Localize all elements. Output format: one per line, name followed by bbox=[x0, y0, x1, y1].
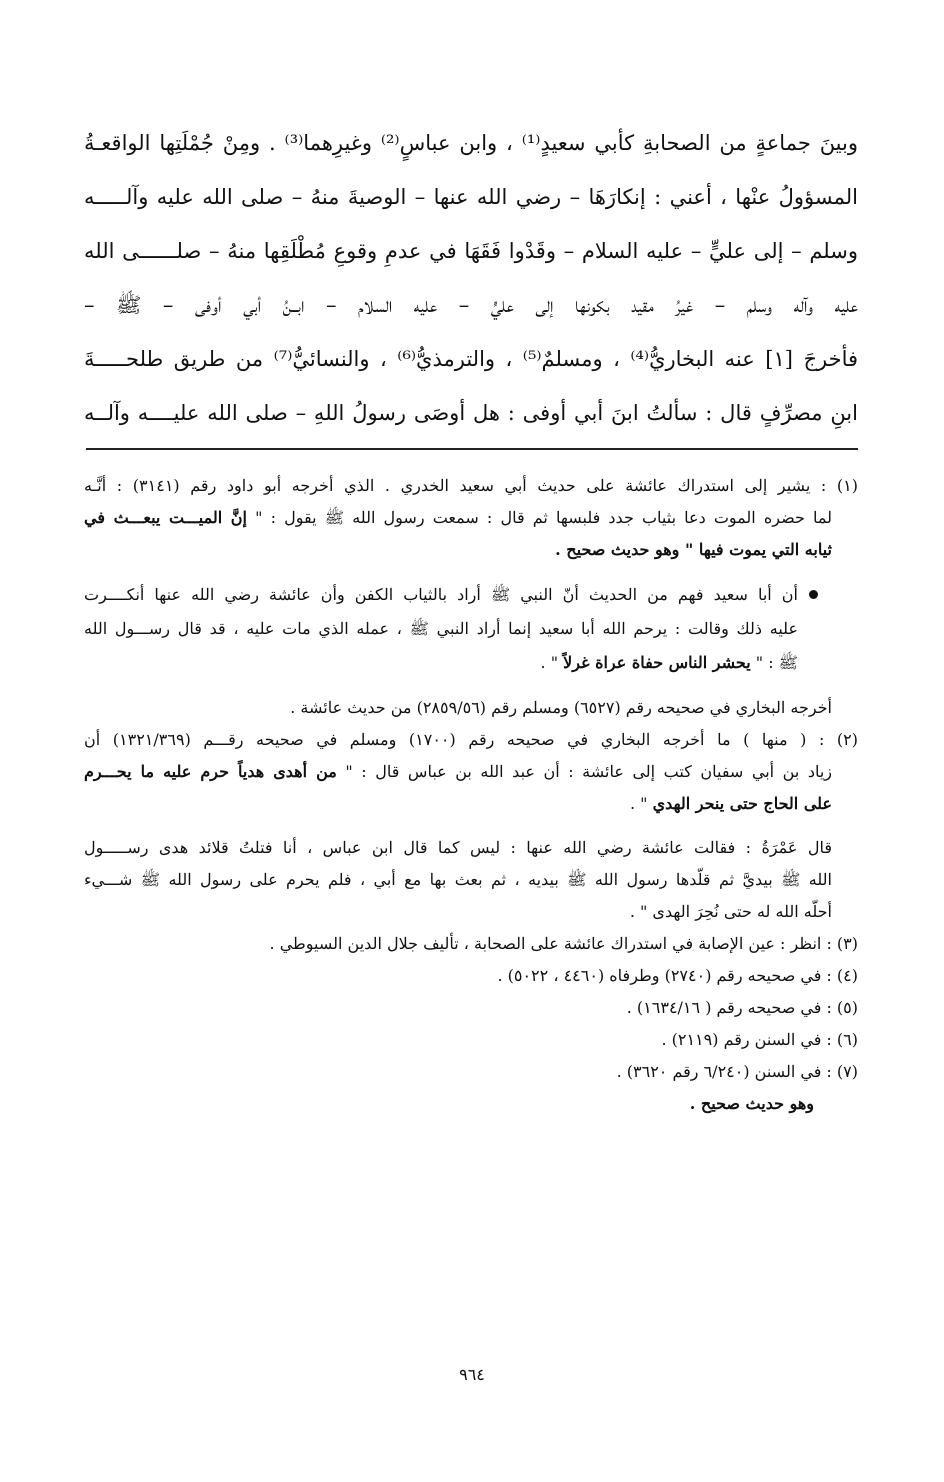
footnote-3: (٣) : انظر : عين الإصابة في استدراك عائشة على الصحابة ، تأليف جلال الدين السيوطي . bbox=[269, 934, 858, 953]
spacer bbox=[84, 680, 858, 692]
footnote-2-line-2-bold: من أهدى هدياً حرم عليه ما يحـــرم bbox=[84, 762, 337, 781]
footnote-2-quote-line-3: أحلّه الله له حتى نُحِرَ الهدى " . bbox=[629, 902, 832, 921]
footnote-2-line-3 bbox=[84, 788, 858, 820]
main-text-line-4: عليه وآله وسلم – غيرُ مقيد بكونها إلى عليٍّ – عليه السلام – ابــنُ أبي أوفى – ﷺ – bbox=[84, 293, 858, 317]
bullet-line-3 bbox=[84, 646, 858, 680]
main-text-line-1: وبينَ جماعةٍ من الصحابةِ كأبي سعيدٍ⁽¹⁾ ، وابن عباسٍ⁽²⁾ وغيرِهما⁽³⁾ . ومِنْ جُمْلَتِها الواقعـةُ bbox=[84, 131, 858, 155]
bullet-line-3-wrap bbox=[84, 646, 832, 680]
main-text-line-3: وسلم – إلى عليٍّ – عليه السلام – وقَدْوا فَقَهَا في عدمِ وقوعِ مُطْلَقِها منهُ – صلــــــى الله bbox=[84, 239, 858, 263]
footnote-2-line-3-end: " . bbox=[629, 794, 653, 813]
page-number: ٩٦٤ bbox=[459, 1365, 485, 1384]
bullet-line-1 bbox=[84, 578, 858, 612]
closing-note: وهو حديث صحيح . bbox=[689, 1094, 814, 1113]
footnote-5: (٥) : في صحيحه رقم ( ١٦٣٤/١٦) . bbox=[626, 998, 858, 1017]
footnote-2-quote-line-2: الله ﷺ بيديَّ ثم قلّدها رسول الله ﷺ بيديه ، ثم بعث بها مع أبي ، فلم يحرم على رسول الله ﷺ شـــيء bbox=[84, 870, 832, 889]
footnote-4: (٤) : في صحيحه رقم (٢٧٤٠) وطرفاه (٤٤٦٠ ، ٥٠٢٢) . bbox=[497, 966, 858, 985]
main-text-line-5: فأخرجَ [١] عنه البخاريُّ⁽⁴⁾ ، ومسلمٌ⁽⁵⁾ ، والترمذيُّ⁽⁶⁾ ، والنسائيُّ⁽⁷⁾ من طريق طلحـــــةَ bbox=[84, 347, 858, 371]
spacer bbox=[84, 566, 858, 578]
footnote-2-quote-line-1: قال عَمْرَةُ : فقالت عائشة رضي الله عنها : ليس كما قال ابن عباس ، أنا فتلتُ قلائد هدى رســـــول bbox=[84, 838, 832, 857]
bullet-line-2 bbox=[84, 612, 858, 646]
footnotes-block bbox=[84, 470, 858, 1120]
footnote-divider bbox=[86, 448, 858, 450]
main-text-line-2: المسؤولُ عنْها ، أعني : إنكارَهَا – رضي الله عنها – الوصيةَ منهُ – صلى الله عليه وآلـــــه bbox=[84, 185, 858, 209]
footnote-1-source: أخرجه البخاري في صحيحه رقم (٦٥٢٧) ومسلم رقم (٢٨٥٩/٥٦) من حديث عائشة . bbox=[290, 698, 832, 717]
footnote-1-line-2 bbox=[84, 502, 858, 534]
main-text-block bbox=[84, 116, 858, 440]
spacer bbox=[84, 820, 858, 832]
main-text-line-6: ابنِ مصرِّفٍ قال : سألتُ ابنَ أبي أوفى : هل أوصَى رسولُ اللهِ – صلى الله عليــــه وآلــه bbox=[84, 401, 858, 425]
footnote-6: (٦) : في السنن رقم (٢١١٩) . bbox=[661, 1030, 858, 1049]
footnote-2-line-1: (٢) : ( منها ) ما أخرجه البخاري في صحيحه رقم (١٧٠٠) ومسلم في صحيحه رقـــم (١٣٢١/٣٦٩) أن bbox=[84, 730, 858, 749]
footnote-2-line-2 bbox=[84, 756, 858, 788]
bullet-line-3-end: " . bbox=[540, 653, 564, 672]
bullet-line-2-text: عليه ذلك وقالت : يرحم الله أبا سعيد إنما أراد النبي ﷺ ، عمله الذي مات عليه ، قد قال رســـول الله bbox=[84, 619, 798, 638]
footnote-2-line-2-text: زياد بن أبي سفيان كتب إلى عائشة : أن عبد الله بن عباس قال : " bbox=[336, 762, 833, 781]
footnote-2-line-3-bold: على الحاج حتى ينحر الهدي bbox=[652, 794, 832, 813]
bullet-dot-icon bbox=[809, 590, 818, 599]
bullet-line-3-bold: يحشر الناس حفاة عراة غرلاً bbox=[563, 653, 751, 672]
footnote-1-line-2-bold: إنَّ الميـــت يبعـــث في bbox=[84, 508, 247, 527]
footnote-1-line-3: ثيابه التي يموت فيها " وهو حديث صحيح . bbox=[555, 540, 832, 559]
footnote-1-line-1: (١) : يشير إلى استدراك عائشة على حديث أبي سعيد الخدري . الذي أخرجه أبو داود رقم (٣١٤١) : أنَّـه bbox=[84, 476, 858, 495]
bullet-line-3-text: ﷺ : " bbox=[750, 653, 798, 672]
footnote-1-line-2-text: لما حضره الموت دعا بثياب جدد فلبسها ثم قال : سمعت رسول الله ﷺ يقول : " bbox=[247, 508, 832, 527]
footnote-7: (٧) : في السنن (٦/٢٤٠ رقم ٣٦٢٠) . bbox=[616, 1062, 858, 1081]
bullet-line-1-text: أن أبا سعيد فهم من الحديث أنّ النبي ﷺ أراد بالثياب الكفن وأن عائشة رضي الله عنها أنكــــرت bbox=[84, 585, 798, 604]
